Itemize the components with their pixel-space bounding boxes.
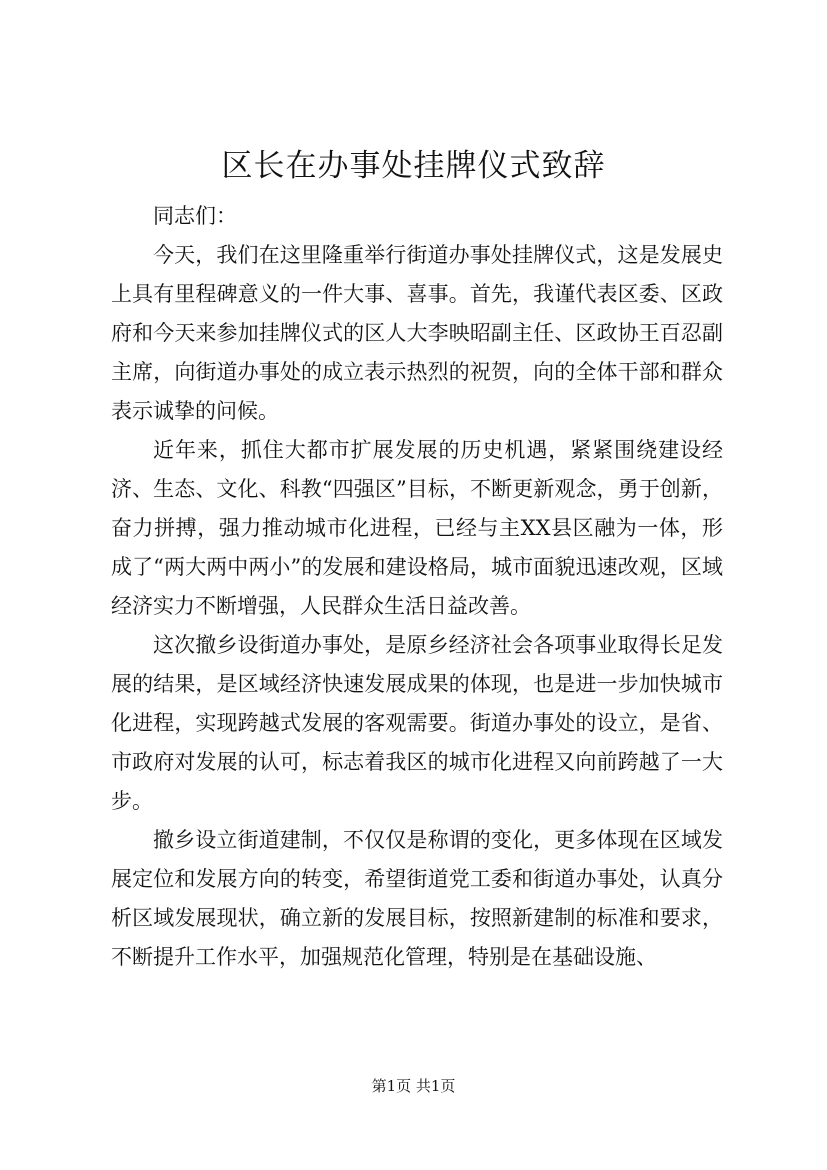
paragraph-4: 撤乡设立街道建制，不仅仅是称谓的变化，更多体现在区域发展定位和发展方向的转变，希望街道党工委和街道办事处，认真分析区域发展现状，确立新的发展目标，按照新建制的标准和要求，不断提升工作水平，加强规范化管理，特别是在基础设施、 — [111, 828, 723, 969]
document-title: 区长在办事处挂牌仪式致辞 — [221, 148, 606, 184]
salutation: 同志们： — [153, 204, 237, 228]
paragraph-3: 这次撤乡设街道办事处，是原乡经济社会各项事业取得长足发展的结果，是区域经济快速发展成果的体现，也是进一步加快城市化进程，实现跨越式发展的客观需要。街道办事处的设立，是省、市政府对发展的认可，标志着我区的城市化进程又向前跨越了一大步。 — [111, 633, 723, 813]
paragraph-2: 近年来，抓住大都市扩展发展的历史机遇，紧紧围绕建设经济、生态、文化、科教“四强区”目标，不断更新观念，勇于创新，奋力拼搏，强力推动城市化进程，已经与主XX县区融为一体，形成了“两大两中两小”的发展和建设格局，城市面貌迅速改观，区域经济实力不断增强，人民群众生活日益改善。 — [111, 438, 723, 618]
paragraph-1: 今天，我们在这里隆重举行街道办事处挂牌仪式，这是发展史上具有里程碑意义的一件大事、喜事。首先，我谨代表区委、区政府和今天来参加挂牌仪式的区人大李映昭副主任、区政协王百忍副主席，向街道办事处的成立表示热烈的祝贺，向的全体干部和群众表示诚挚的问候。 — [111, 243, 723, 423]
page-footer: 第1页 共1页 — [371, 1077, 456, 1095]
document-body — [111, 197, 723, 977]
